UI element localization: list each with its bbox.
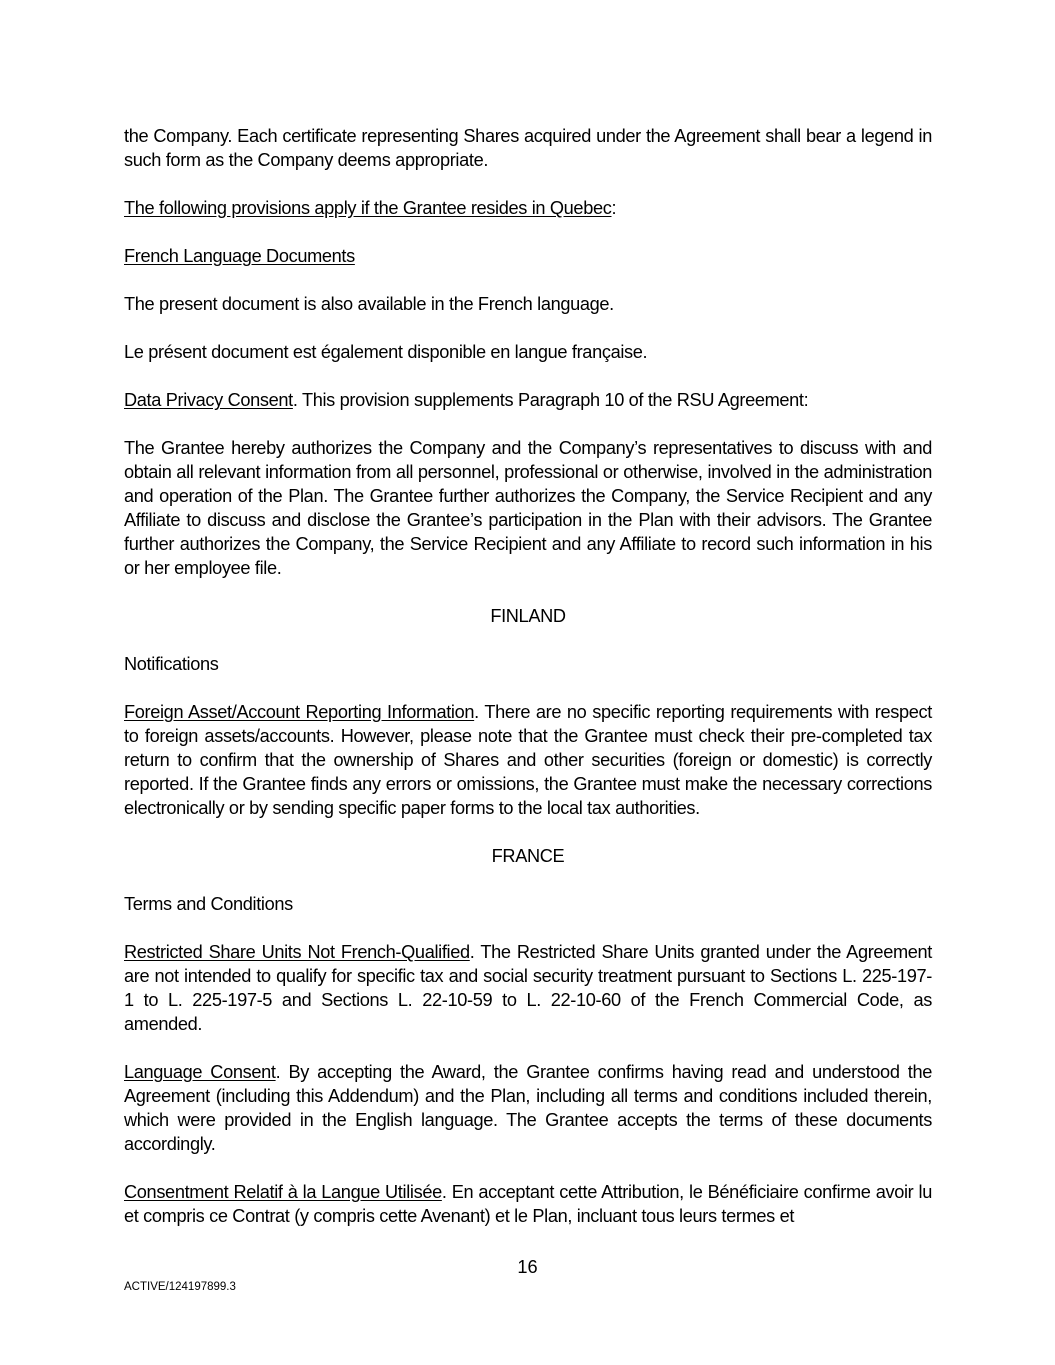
paragraph-french-availability: Le présent document est également disponible en langue française. xyxy=(124,342,648,362)
paragraph-english-availability: The present document is also available in the French language. xyxy=(124,294,614,314)
paragraph-data-privacy xyxy=(124,388,932,412)
notifications-heading: Notifications xyxy=(124,654,219,674)
french-docs-heading xyxy=(124,244,932,268)
language-consent-title: Language Consent xyxy=(124,1062,276,1082)
consentement-text: . En acceptant cette Attribution, le Bénéficiaire confirme avoir lu et compris ce Contrat (y compris cette Avenant) et le Plan, incluant tous leurs termes et xyxy=(124,1182,932,1226)
paragraph-consentement xyxy=(124,1180,932,1228)
paragraph-rsu xyxy=(124,940,932,1036)
rsu-text: . The Restricted Share Units granted under the Agreement are not intended to qualify for specific tax and social security treatment pursuant to Sections L. 225-197-1 to L. 225-197-5 and Sections L. 22-10-59 to L. 22-10-60 of the French Commercial Code, as amended. xyxy=(124,942,932,1034)
footer-document-id: ACTIVE/124197899.3 xyxy=(124,1281,236,1293)
data-privacy-title: Data Privacy Consent xyxy=(124,390,293,410)
paragraph-language-consent xyxy=(124,1060,932,1156)
paragraph-certificate-legend: the Company. Each certificate representing Shares acquired under the Agreement shall bear a legend in such form as the Company deems appropriate. xyxy=(124,126,932,170)
france-heading: FRANCE xyxy=(491,846,565,866)
paragraph-foreign-asset xyxy=(124,700,932,820)
page-number: 16 xyxy=(517,1257,538,1277)
french-docs-heading-text: French Language Documents xyxy=(124,246,355,266)
quebec-heading-text: The following provisions apply if the Grantee resides in Quebec xyxy=(124,198,612,218)
paragraph-grantee-authorization: The Grantee hereby authorizes the Company and the Company’s representatives to discuss with and obtain all relevant information from all personnel, professional or otherwise, involved in the administration and operation of the Plan. The Grantee further authorizes the Company, the Service Recipient and any Affiliate to discuss and disclose the Grantee’s participation in the Plan with their advisors. The Grantee further authorizes the Company, the Service Recipient and any Affiliate to record such information in his or her employee file. xyxy=(124,438,932,578)
quebec-heading-colon: : xyxy=(611,198,617,218)
finland-heading: FINLAND xyxy=(490,606,566,626)
quebec-heading xyxy=(124,196,932,220)
consentement-title: Consentment Relatif à la Langue Utilisée xyxy=(124,1182,442,1202)
foreign-asset-title: Foreign Asset/Account Reporting Information xyxy=(124,702,475,722)
terms-heading: Terms and Conditions xyxy=(124,894,293,914)
foreign-asset-text: . There are no specific reporting requirements with respect to foreign assets/accounts. However, please note that the Grantee must check their pre-completed tax return to confirm that the ownership of Shares and other securities (foreign or domestic) is correctly reported. If the Grantee finds any errors or omissions, the Grantee must make the necessary corrections electronically or by sending specific paper forms to the local tax authorities. xyxy=(124,702,932,818)
data-privacy-text: . This provision supplements Paragraph 10 of the RSU Agreement: xyxy=(292,390,809,410)
document-body xyxy=(124,124,932,1252)
language-consent-text: . By accepting the Award, the Grantee confirms having read and understood the Agreement (including this Addendum) and the Plan, including all terms and conditions included therein, which were provided in the English language. The Grantee accepts the terms of these documents accordingly. xyxy=(124,1062,932,1154)
rsu-title: Restricted Share Units Not French-Qualified xyxy=(124,942,470,962)
